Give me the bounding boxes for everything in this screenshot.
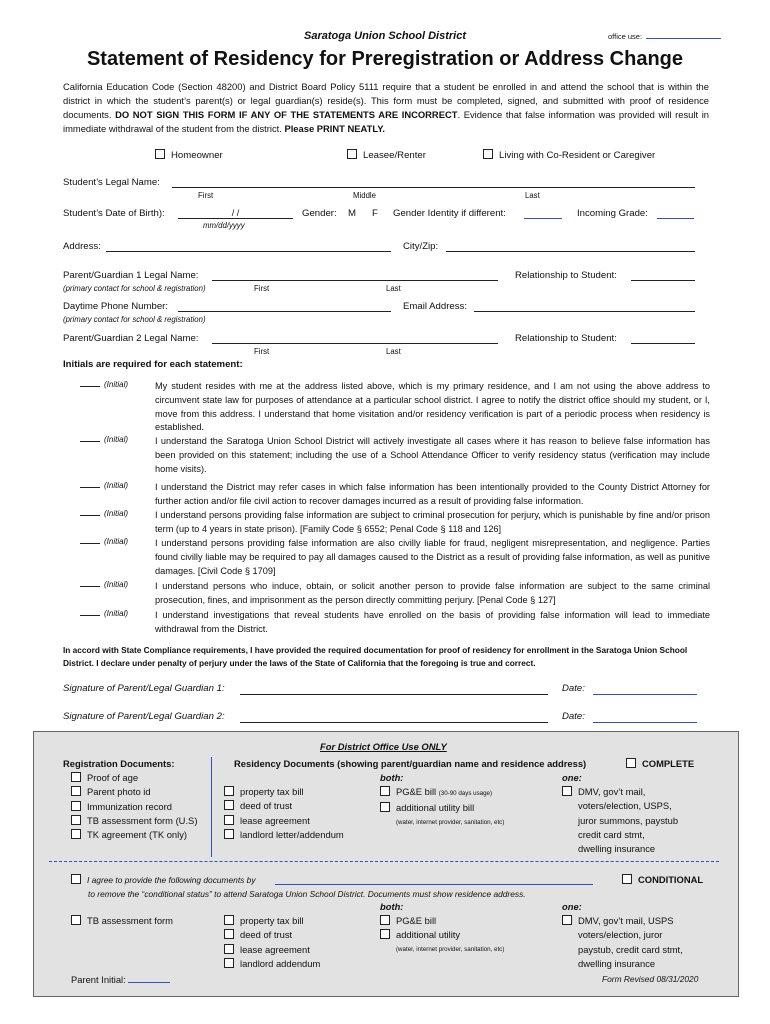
statement-text: I understand persons providing false information are also civilly liable for fraud, negligent misrepresentation, and negligence. Parties found civilly liable may be required to pay all damages caused to the District as a result of providing false information, as well as punitive damages. [Civil Code § 1709] (155, 538, 710, 576)
office-use-line[interactable] (646, 38, 721, 39)
sig2-input[interactable] (240, 711, 548, 723)
intro-print-neatly: Please PRINT NEATLY. (284, 123, 386, 134)
sig1-date-input[interactable] (593, 683, 697, 695)
res-item[interactable]: PG&E bill (30-90 days usage) (380, 785, 504, 801)
sig1-date-label: Date: (562, 683, 585, 694)
cond-col3-line: voters/election, juror (578, 929, 663, 941)
relationship2-label: Relationship to Student: (515, 333, 617, 344)
relationship2-input[interactable] (631, 333, 695, 344)
reg-item[interactable]: TB assessment form (U.S) (71, 814, 197, 828)
cond-item[interactable]: lease agreement (224, 943, 320, 957)
parent-initial-input[interactable] (128, 972, 170, 983)
res-col3-line: voters/election, USPS, (578, 800, 672, 812)
res-item[interactable]: deed of trust (224, 799, 344, 813)
cond-item[interactable]: landlord addendum (224, 957, 320, 971)
relationship1-label: Relationship to Student: (515, 270, 617, 281)
sig1-input[interactable] (240, 683, 548, 695)
res-col1 (224, 785, 344, 842)
leasee-label: Leasee/Renter (363, 150, 426, 161)
column-divider (211, 757, 212, 857)
office-use-label: office use: (608, 32, 643, 41)
one-label: one: (562, 772, 582, 783)
reg-docs-heading: Registration Documents: (63, 758, 175, 769)
res-item[interactable]: DMV, gov’t mail, (562, 785, 678, 799)
one-label-2: one: (562, 901, 582, 912)
relationship1-input[interactable] (631, 270, 695, 281)
cond-item[interactable]: PG&E bill (380, 914, 504, 928)
cond-item[interactable]: additional utility (380, 928, 504, 942)
initial-field[interactable]: (Initial) (80, 380, 150, 389)
res-col3-line: juror summons, paystub (578, 814, 679, 826)
initial-field[interactable]: (Initial) (80, 537, 150, 546)
cond-item[interactable]: property tax bill (224, 914, 320, 928)
res-item[interactable]: property tax bill (224, 785, 344, 799)
city-label: City/Zip: (403, 241, 439, 252)
cond-col1 (224, 914, 320, 971)
reg-item[interactable]: Proof of age (71, 771, 197, 785)
statement-text: My student resides with me at the address listed above, which is my primary residence, and I am not using the above address to circumvent state law for purposes of attendance at a particular school district. I agree to notify the district office should my student, or I, move from this address. I understand that home visitation and/or residency verification is part of a periodic process when residency is established. (155, 381, 710, 433)
res-docs-heading: Residency Documents (showing parent/guardian name and residence address) (234, 758, 587, 769)
res-item[interactable]: additional utility bill (380, 801, 504, 815)
sig2-date-label: Date: (562, 711, 585, 722)
office-box-title: For District Office Use ONLY (320, 741, 447, 752)
homeowner-checkbox[interactable] (155, 149, 165, 159)
tb-option[interactable]: TB assessment form (71, 914, 173, 928)
leasee-option[interactable] (347, 149, 426, 161)
leasee-checkbox[interactable] (347, 149, 357, 159)
middle-sublabel: Middle (353, 191, 376, 200)
address-label: Address: (63, 241, 101, 252)
complete-option[interactable]: COMPLETE (626, 757, 694, 771)
gender-m[interactable]: M (348, 208, 356, 219)
pg2-last-sublabel: Last (386, 347, 401, 356)
res-item[interactable]: lease agreement (224, 814, 344, 828)
both-label: both: (380, 772, 404, 783)
district-name: Saratoga Union School District (304, 30, 466, 42)
reg-item[interactable]: Parent photo id (71, 785, 197, 799)
office-use-box (33, 731, 739, 997)
agree-line[interactable]: I agree to provide the following documents by (71, 873, 256, 887)
pg1-label: Parent/Guardian 1 Legal Name: (63, 270, 199, 281)
gender-f[interactable]: F (372, 208, 378, 219)
legal-name-label: Student’s Legal Name: (63, 177, 160, 188)
cond-col3-line: dwelling insurance (578, 957, 656, 969)
conditional-option[interactable]: CONDITIONAL (622, 873, 703, 887)
initial-field[interactable]: (Initial) (80, 580, 150, 589)
utility-note-2: (water, internet provider, sanitation, etc) (396, 945, 505, 953)
both-label-2: both: (380, 901, 404, 912)
form-revised: Form Revised 08/31/2020 (602, 974, 699, 984)
dob-format: mm/dd/yyyy (203, 221, 245, 230)
pg2-input[interactable] (212, 333, 498, 344)
email-label: Email Address: (403, 301, 467, 312)
cond-col2 (380, 914, 504, 957)
office-use-field (608, 32, 721, 41)
gender-identity-input[interactable] (524, 208, 562, 219)
utility-note: (water, internet provider, sanitation, etc) (396, 818, 505, 826)
statement-text: I understand investigations that reveal students have enrolled on the basis of providing false information will lead to immediate withdrawal from the District. (155, 610, 710, 634)
gender-label: Gender: (302, 208, 337, 219)
cond-item[interactable]: DMV, gov’t mail, USPS (562, 914, 683, 928)
agree-date-line[interactable] (275, 884, 593, 885)
statement-text: I understand the Saratoga Union School District will actively investigate all cases where it has reason to believe false information has been provided on this statement; including the use of a School Attendance Officer to verify residency status (verification may include home visits). (155, 436, 710, 474)
initial-field[interactable]: (Initial) (80, 435, 150, 444)
city-input[interactable] (446, 241, 695, 252)
cond-col3-line: paystub, credit card stmt, (578, 943, 683, 955)
address-input[interactable] (106, 241, 391, 252)
dob-label: Student’s Date of Birth): (63, 208, 165, 219)
form-title: Statement of Residency for Preregistration or Address Change (86, 48, 684, 70)
first-sublabel: First (198, 191, 214, 200)
res-col3 (562, 785, 678, 856)
parent-initial-label: Parent Initial: (71, 974, 126, 985)
res-item[interactable]: landlord letter/addendum (224, 828, 344, 842)
legal-name-input[interactable] (172, 177, 695, 188)
primary-contact-note-2: (primary contact for school & registration) (63, 315, 206, 324)
initial-field[interactable]: (Initial) (80, 509, 150, 518)
pg1-first-sublabel: First (254, 284, 270, 293)
intro-warning: DO NOT SIGN THIS FORM IF ANY OF THE STATEMENTS ARE INCORRECT (115, 109, 458, 120)
agree-line-2: to remove the “conditional status” to attend Saratoga Union School District. Documents must show residence address. (88, 889, 526, 899)
grade-label: Incoming Grade: (577, 208, 648, 219)
pg2-label: Parent/Guardian 2 Legal Name: (63, 333, 199, 344)
coresident-label: Living with Co-Resident or Caregiver (499, 150, 656, 161)
phone-input[interactable] (178, 301, 391, 312)
email-input[interactable] (474, 301, 695, 312)
sig1-label: Signature of Parent/Legal Guardian 1: (63, 683, 225, 694)
sig2-date-input[interactable] (593, 711, 697, 723)
gender-identity-label: Gender Identity if different: (393, 208, 506, 219)
coresident-checkbox[interactable] (483, 149, 493, 159)
homeowner-option[interactable] (155, 149, 223, 161)
statement-text: I understand persons who induce, obtain, or solicit another person to provide false information are subject to the same criminal prosecution, fines, and imprisonment as the person directly committing perjury. [Penal Code § 127] (155, 581, 710, 605)
cond-item[interactable]: deed of trust (224, 928, 320, 942)
reg-docs-list (71, 771, 197, 842)
statement-text: I understand persons providing false information are subject to criminal prosecution for perjury, which is punishable by fine and/or prison term (up to 4 years in state prison). [Family Code § 6552; Penal Code § 118 and 126] (155, 510, 710, 534)
initials-heading: Initials are required for each statement: (63, 359, 243, 370)
reg-item[interactable]: Immunization record (71, 800, 197, 814)
dob-input[interactable] (178, 208, 293, 219)
primary-contact-note: (primary contact for school & registration) (63, 284, 206, 293)
section-divider (49, 861, 719, 862)
statement-text: I understand the District may refer cases in which false information has been intentionally provided to the County District Attorney for further action and/or file civil action to recover damages incurred as a result of providing false information. (155, 482, 710, 506)
compliance-statement: In accord with State Compliance requirements, I have provided the required documentation for proof of residency for enrollment in the Saratoga Union School District. I declare under penalty of perjury under the laws of the State of California that the foregoing is true and correct. (63, 645, 688, 668)
intro-paragraph (63, 80, 709, 136)
initial-field[interactable]: (Initial) (80, 609, 150, 618)
homeowner-label: Homeowner (171, 150, 223, 161)
grade-input[interactable] (657, 208, 694, 219)
dob-slashes: / / (231, 208, 240, 218)
reg-item[interactable]: TK agreement (TK only) (71, 828, 197, 842)
parent-initial (71, 972, 170, 987)
initial-field[interactable]: (Initial) (80, 481, 150, 490)
intro-text: California Education Code (Section 48200) and District Board Policy 5111 require that a student be enrolled in and attend the school that is within the district in which the student’s parent(s) or legal guardian(s) reside(s). This form must be completed, signed, and submitted with proof of residence documents. (63, 81, 709, 120)
cond-col3 (562, 914, 683, 971)
res-col3-line: dwelling insurance (578, 843, 656, 855)
phone-label: Daytime Phone Number: (63, 301, 169, 312)
coresident-option[interactable] (483, 149, 655, 161)
last-sublabel: Last (525, 191, 540, 200)
intro-text-2: . Evidence that false information was provided will result in immediate withdrawal of the student from the district. (63, 109, 709, 134)
pg2-first-sublabel: First (254, 347, 270, 356)
pg1-last-sublabel: Last (386, 284, 401, 293)
sig2-label: Signature of Parent/Legal Guardian 2: (63, 711, 225, 722)
pg1-input[interactable] (212, 270, 498, 281)
res-col2 (380, 785, 504, 830)
res-col3-line: credit card stmt, (578, 828, 645, 840)
